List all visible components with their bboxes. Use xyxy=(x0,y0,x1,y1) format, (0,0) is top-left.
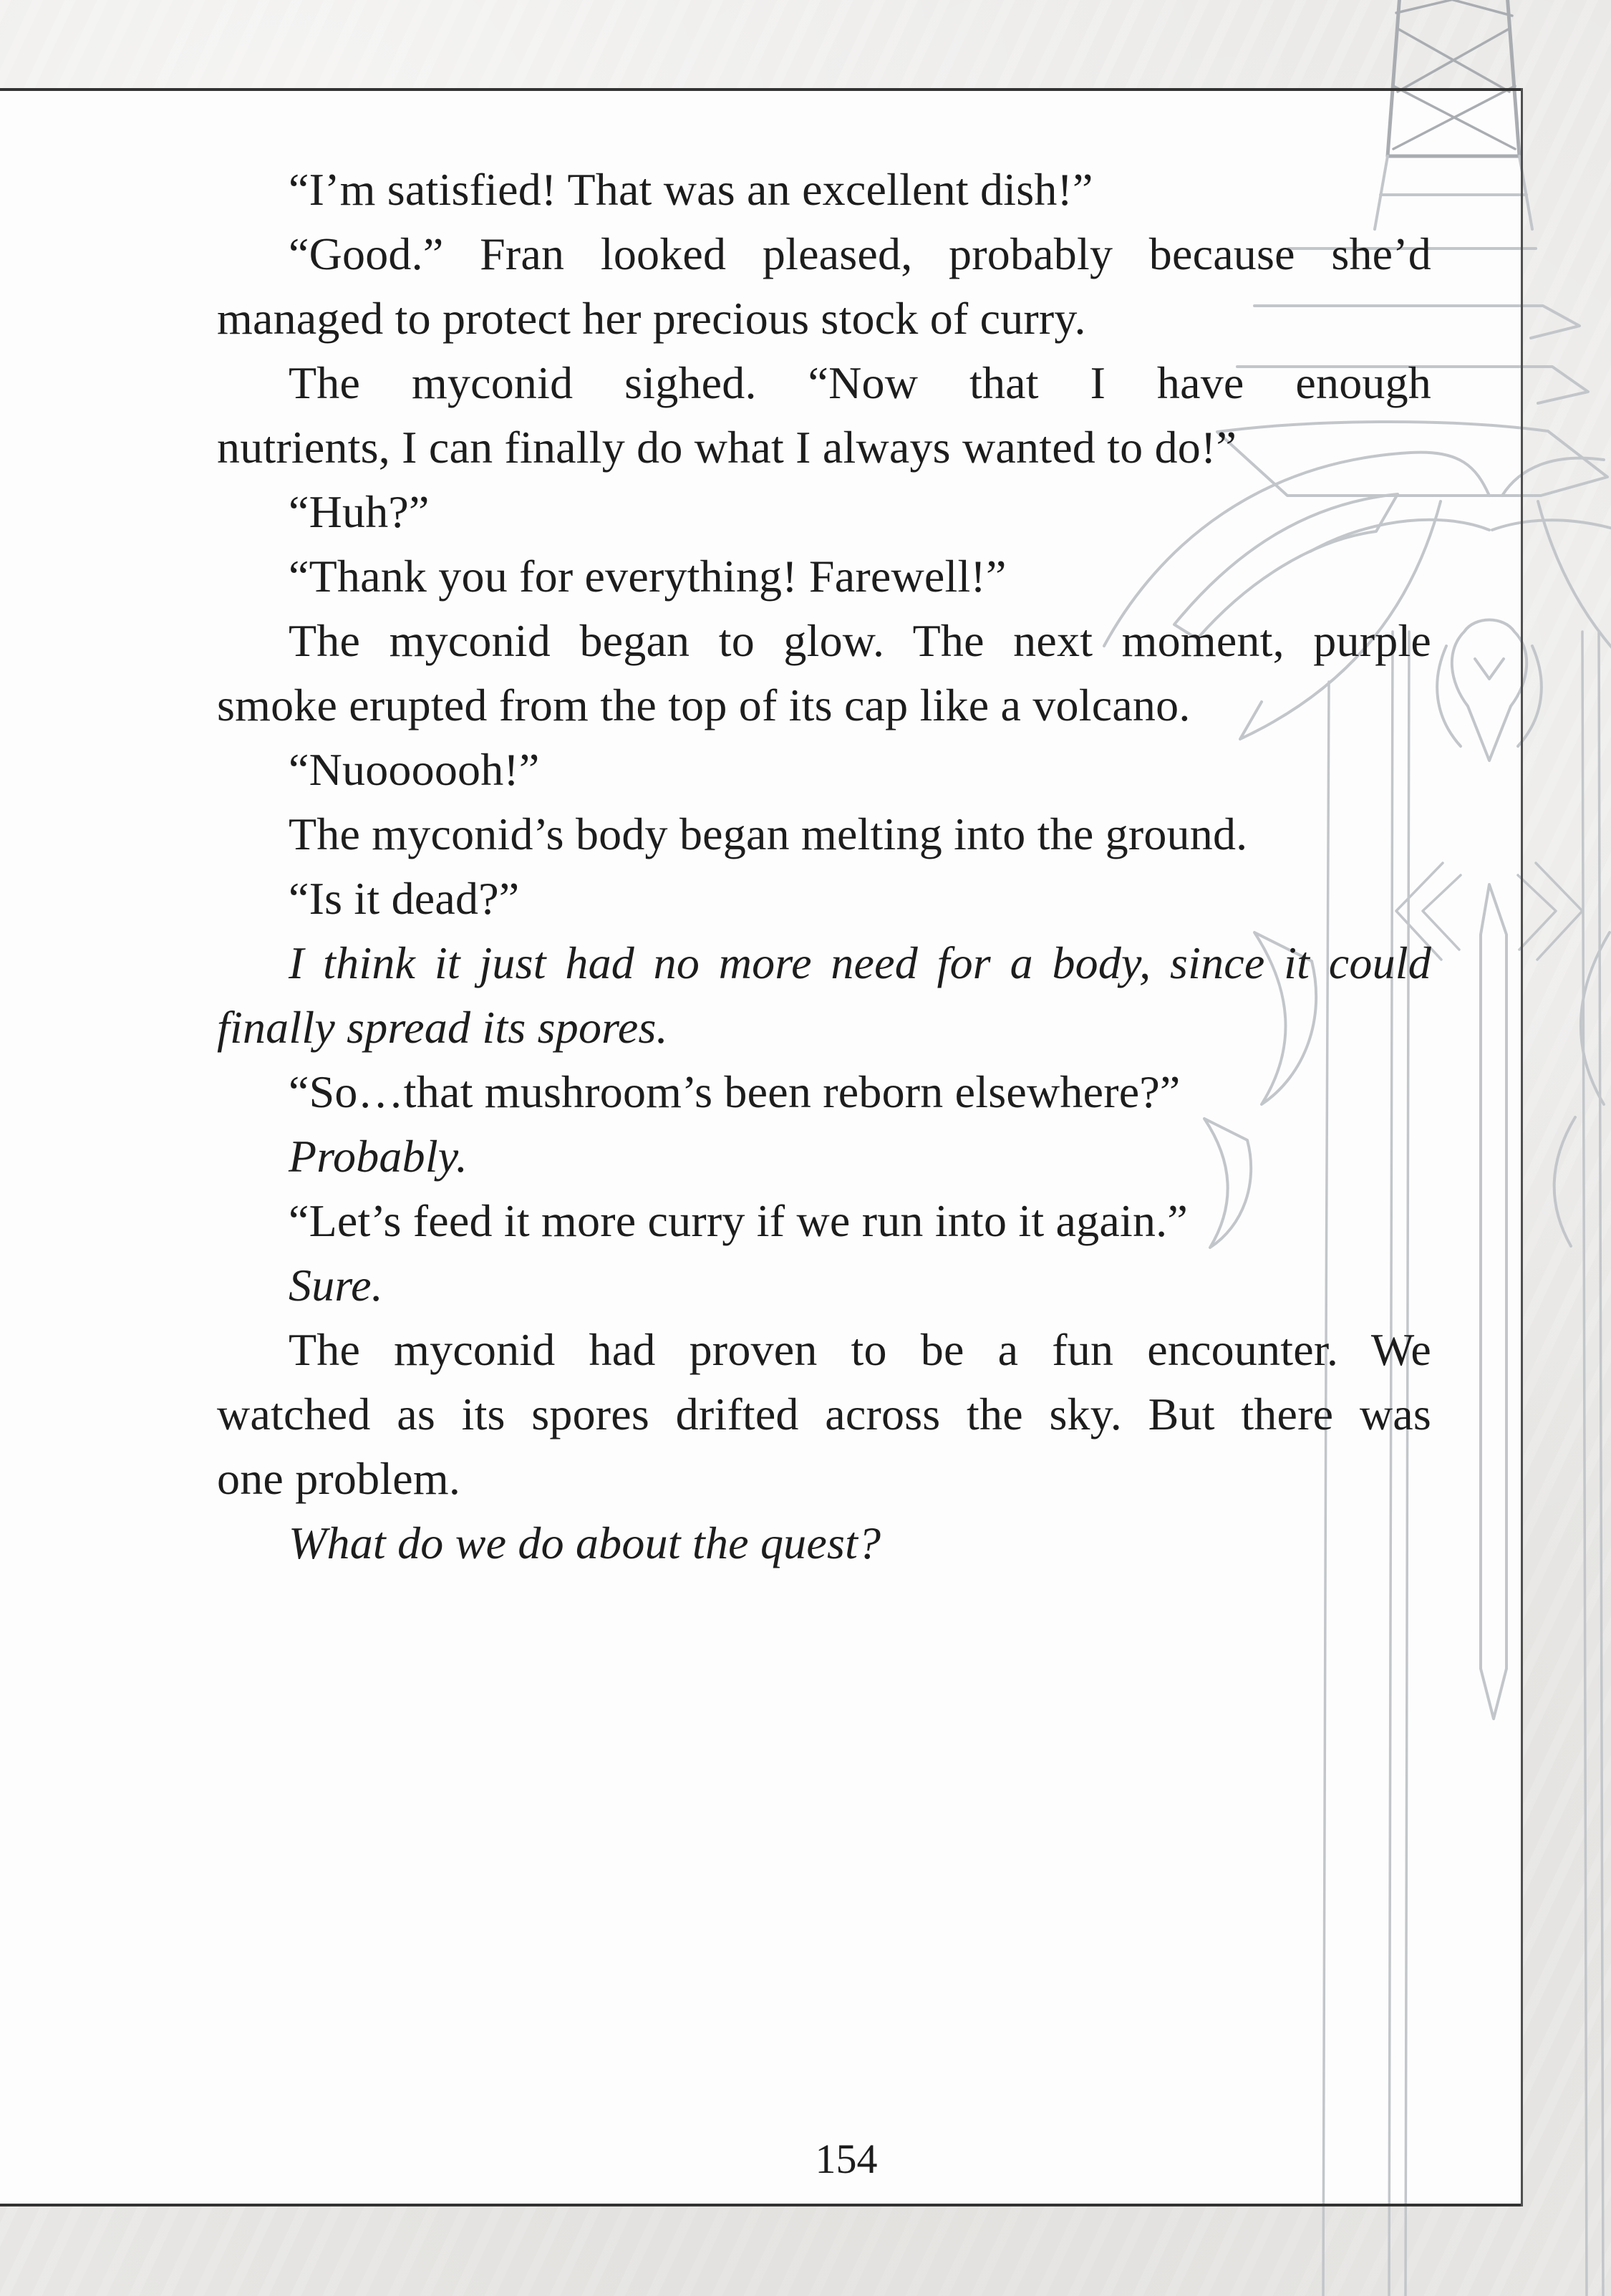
text-line: finally spread its spores. xyxy=(217,1002,668,1053)
text-line: Probably. xyxy=(289,1131,468,1182)
text-line: “Thank you for everything! Farewell!” xyxy=(289,551,1007,602)
text-line: “Let’s feed it more curry if we run into it again.” xyxy=(289,1195,1188,1246)
text-line: What do we do about the quest? xyxy=(289,1518,881,1568)
page-number: 154 xyxy=(815,2136,878,2182)
text-line: The myconid sighed. “Now that I have enough xyxy=(289,357,1431,408)
text-line: managed to protect her precious stock of curry. xyxy=(217,293,1086,344)
text-line: nutrients, I can finally do what I always wanted to do!” xyxy=(217,422,1237,473)
text-line: “Nuoooooh!” xyxy=(289,744,540,795)
text-block xyxy=(217,158,1431,1576)
frame-right-border xyxy=(1521,88,1523,2206)
frame-bottom-border xyxy=(0,2204,1523,2206)
text-line: watched as its spores drifted across the sky. But there was xyxy=(217,1389,1431,1439)
text-line: smoke erupted from the top of its cap like a volcano. xyxy=(217,680,1191,730)
text-line: one problem. xyxy=(217,1453,461,1504)
frame-top-border xyxy=(0,88,1523,91)
text-line: “So…that mushroom’s been reborn elsewhere?” xyxy=(289,1066,1181,1117)
text-line: “Is it dead?” xyxy=(289,873,520,924)
text-line: The myconid began to glow. The next moment, purple xyxy=(289,615,1431,666)
text-line: I think it just had no more need for a body, since it could xyxy=(289,937,1431,988)
text-line: Sure. xyxy=(289,1260,383,1311)
text-line: “Huh?” xyxy=(289,486,430,537)
text-line: The myconid’s body began melting into the ground. xyxy=(289,809,1248,859)
text-line: “I’m satisfied! That was an excellent dish!” xyxy=(289,164,1093,215)
text-line: The myconid had proven to be a fun encounter. We xyxy=(289,1324,1431,1375)
text-line: “Good.” Fran looked pleased, probably because she’d xyxy=(289,228,1431,279)
